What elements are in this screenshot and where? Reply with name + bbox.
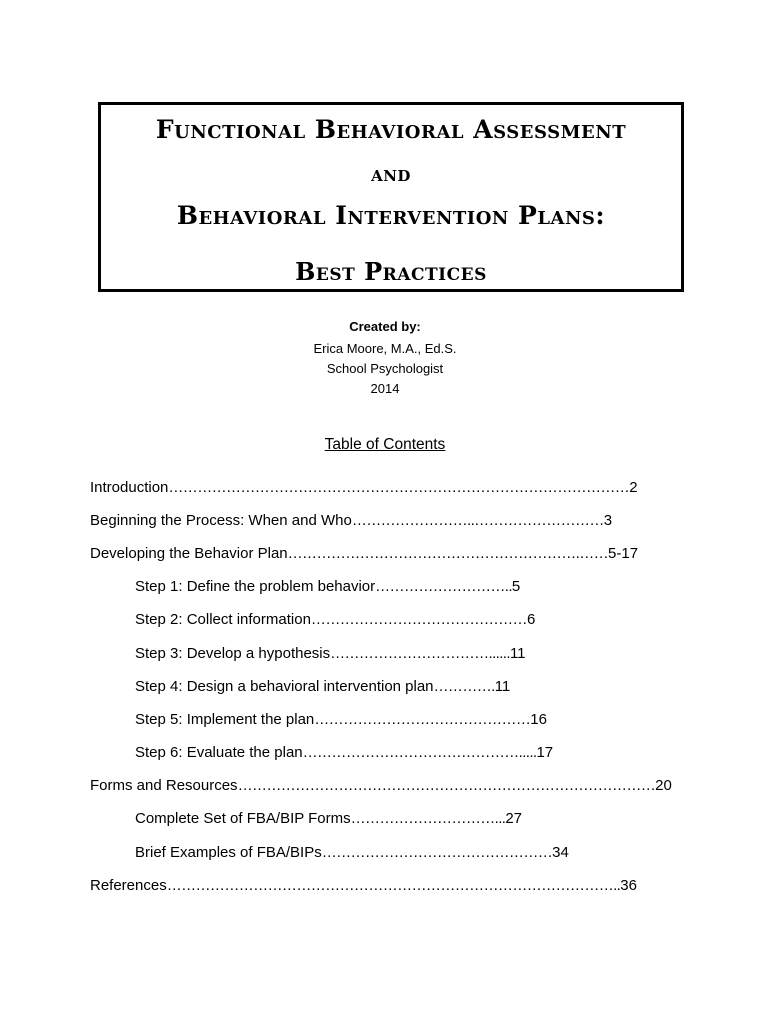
toc-leader: …………. <box>433 678 495 695</box>
toc-leader: …………………………………………………………………………………… <box>168 479 630 496</box>
toc-entry-forms <box>90 776 672 796</box>
toc-entry-introduction <box>90 478 638 498</box>
toc-page-number: 36 <box>620 877 637 894</box>
toc-entry-references <box>90 876 637 896</box>
title-line-1: Functional Behavioral Assessment <box>155 115 627 144</box>
toc-entry-developing <box>90 544 638 564</box>
toc-entry-label: Step 1: Define the problem behavior <box>135 578 376 595</box>
toc-page-number: 17 <box>536 744 554 761</box>
toc-entry-label: References <box>90 877 167 894</box>
toc-entry-step-2 <box>135 610 535 630</box>
toc-entry-step-6 <box>135 743 553 763</box>
toc-page-number: 27 <box>505 810 523 827</box>
title-line-2: and <box>371 161 411 186</box>
toc-heading: Table of Contents <box>324 436 446 453</box>
toc-entry-label: Step 4: Design a behavioral intervention plan <box>135 678 434 695</box>
toc-page-number: 6 <box>526 611 536 628</box>
toc-entry-step-5 <box>135 710 547 730</box>
toc-entry-label: Complete Set of FBA/BIP Forms <box>135 810 351 827</box>
toc-page-number: 5 <box>511 578 521 595</box>
toc-leader: …………………………………………………….…… <box>287 545 609 562</box>
toc-entry-label: Beginning the Process: When and Who <box>90 512 352 529</box>
author-name: Erica Moore, M.A., Ed.S. <box>313 341 457 356</box>
author-role: School Psychologist <box>326 361 444 376</box>
toc-leader: ………………………………………………………………………………….. <box>166 877 621 894</box>
toc-entry-label: Developing the Behavior Plan <box>90 545 288 562</box>
toc-page-number: 11 <box>494 678 511 695</box>
toc-entry-beginning <box>90 511 612 531</box>
toc-entry-label: Step 6: Evaluate the plan <box>135 744 303 761</box>
created-by-label: Created by: <box>349 319 421 334</box>
toc-leader: …………………………………………………………………………… <box>237 777 656 794</box>
toc-leader: ……………………….. <box>375 578 512 595</box>
toc-entry-step-4 <box>135 677 510 697</box>
toc-page-number: 16 <box>530 711 547 728</box>
toc-leader: ……………………………...... <box>330 645 510 662</box>
toc-leader: ………………………………………..... <box>302 744 537 761</box>
toc-entry-complete-set <box>135 809 522 829</box>
toc-leader: …………………………... <box>350 810 506 827</box>
toc-entry-label: Step 2: Collect information <box>135 611 311 628</box>
toc-entry-label: Introduction <box>90 479 169 496</box>
toc-entry-label: Brief Examples of FBA/BIPs <box>135 844 322 861</box>
toc-page-number: 2 <box>629 479 638 496</box>
toc-page-number: 20 <box>655 777 672 794</box>
toc-leader: ……………………………………… <box>310 611 527 628</box>
title-line-4: Best Practices <box>295 257 487 286</box>
toc-entry-label: Step 3: Develop a hypothesis <box>135 645 331 662</box>
toc-entry-brief-examples <box>135 843 569 863</box>
toc-leader: ………………………………………… <box>321 844 553 861</box>
toc-leader: ……………………..……………………… <box>351 512 604 529</box>
title-box <box>98 102 684 292</box>
title-line-3: Behavioral Intervention Plans: <box>176 201 606 230</box>
toc-entry-label: Forms and Resources <box>90 777 238 794</box>
toc-entry-step-3 <box>135 644 526 664</box>
toc-page-number: 11 <box>509 645 526 662</box>
toc-entry-label: Step 5: Implement the plan <box>135 711 315 728</box>
toc-page-number: 3 <box>603 512 613 529</box>
toc-page-number: 5-17 <box>608 545 639 562</box>
toc-leader: ……………………………………… <box>314 711 531 728</box>
toc-page-number: 34 <box>552 844 569 861</box>
year: 2014 <box>370 381 400 396</box>
toc-entry-step-1 <box>135 577 520 597</box>
